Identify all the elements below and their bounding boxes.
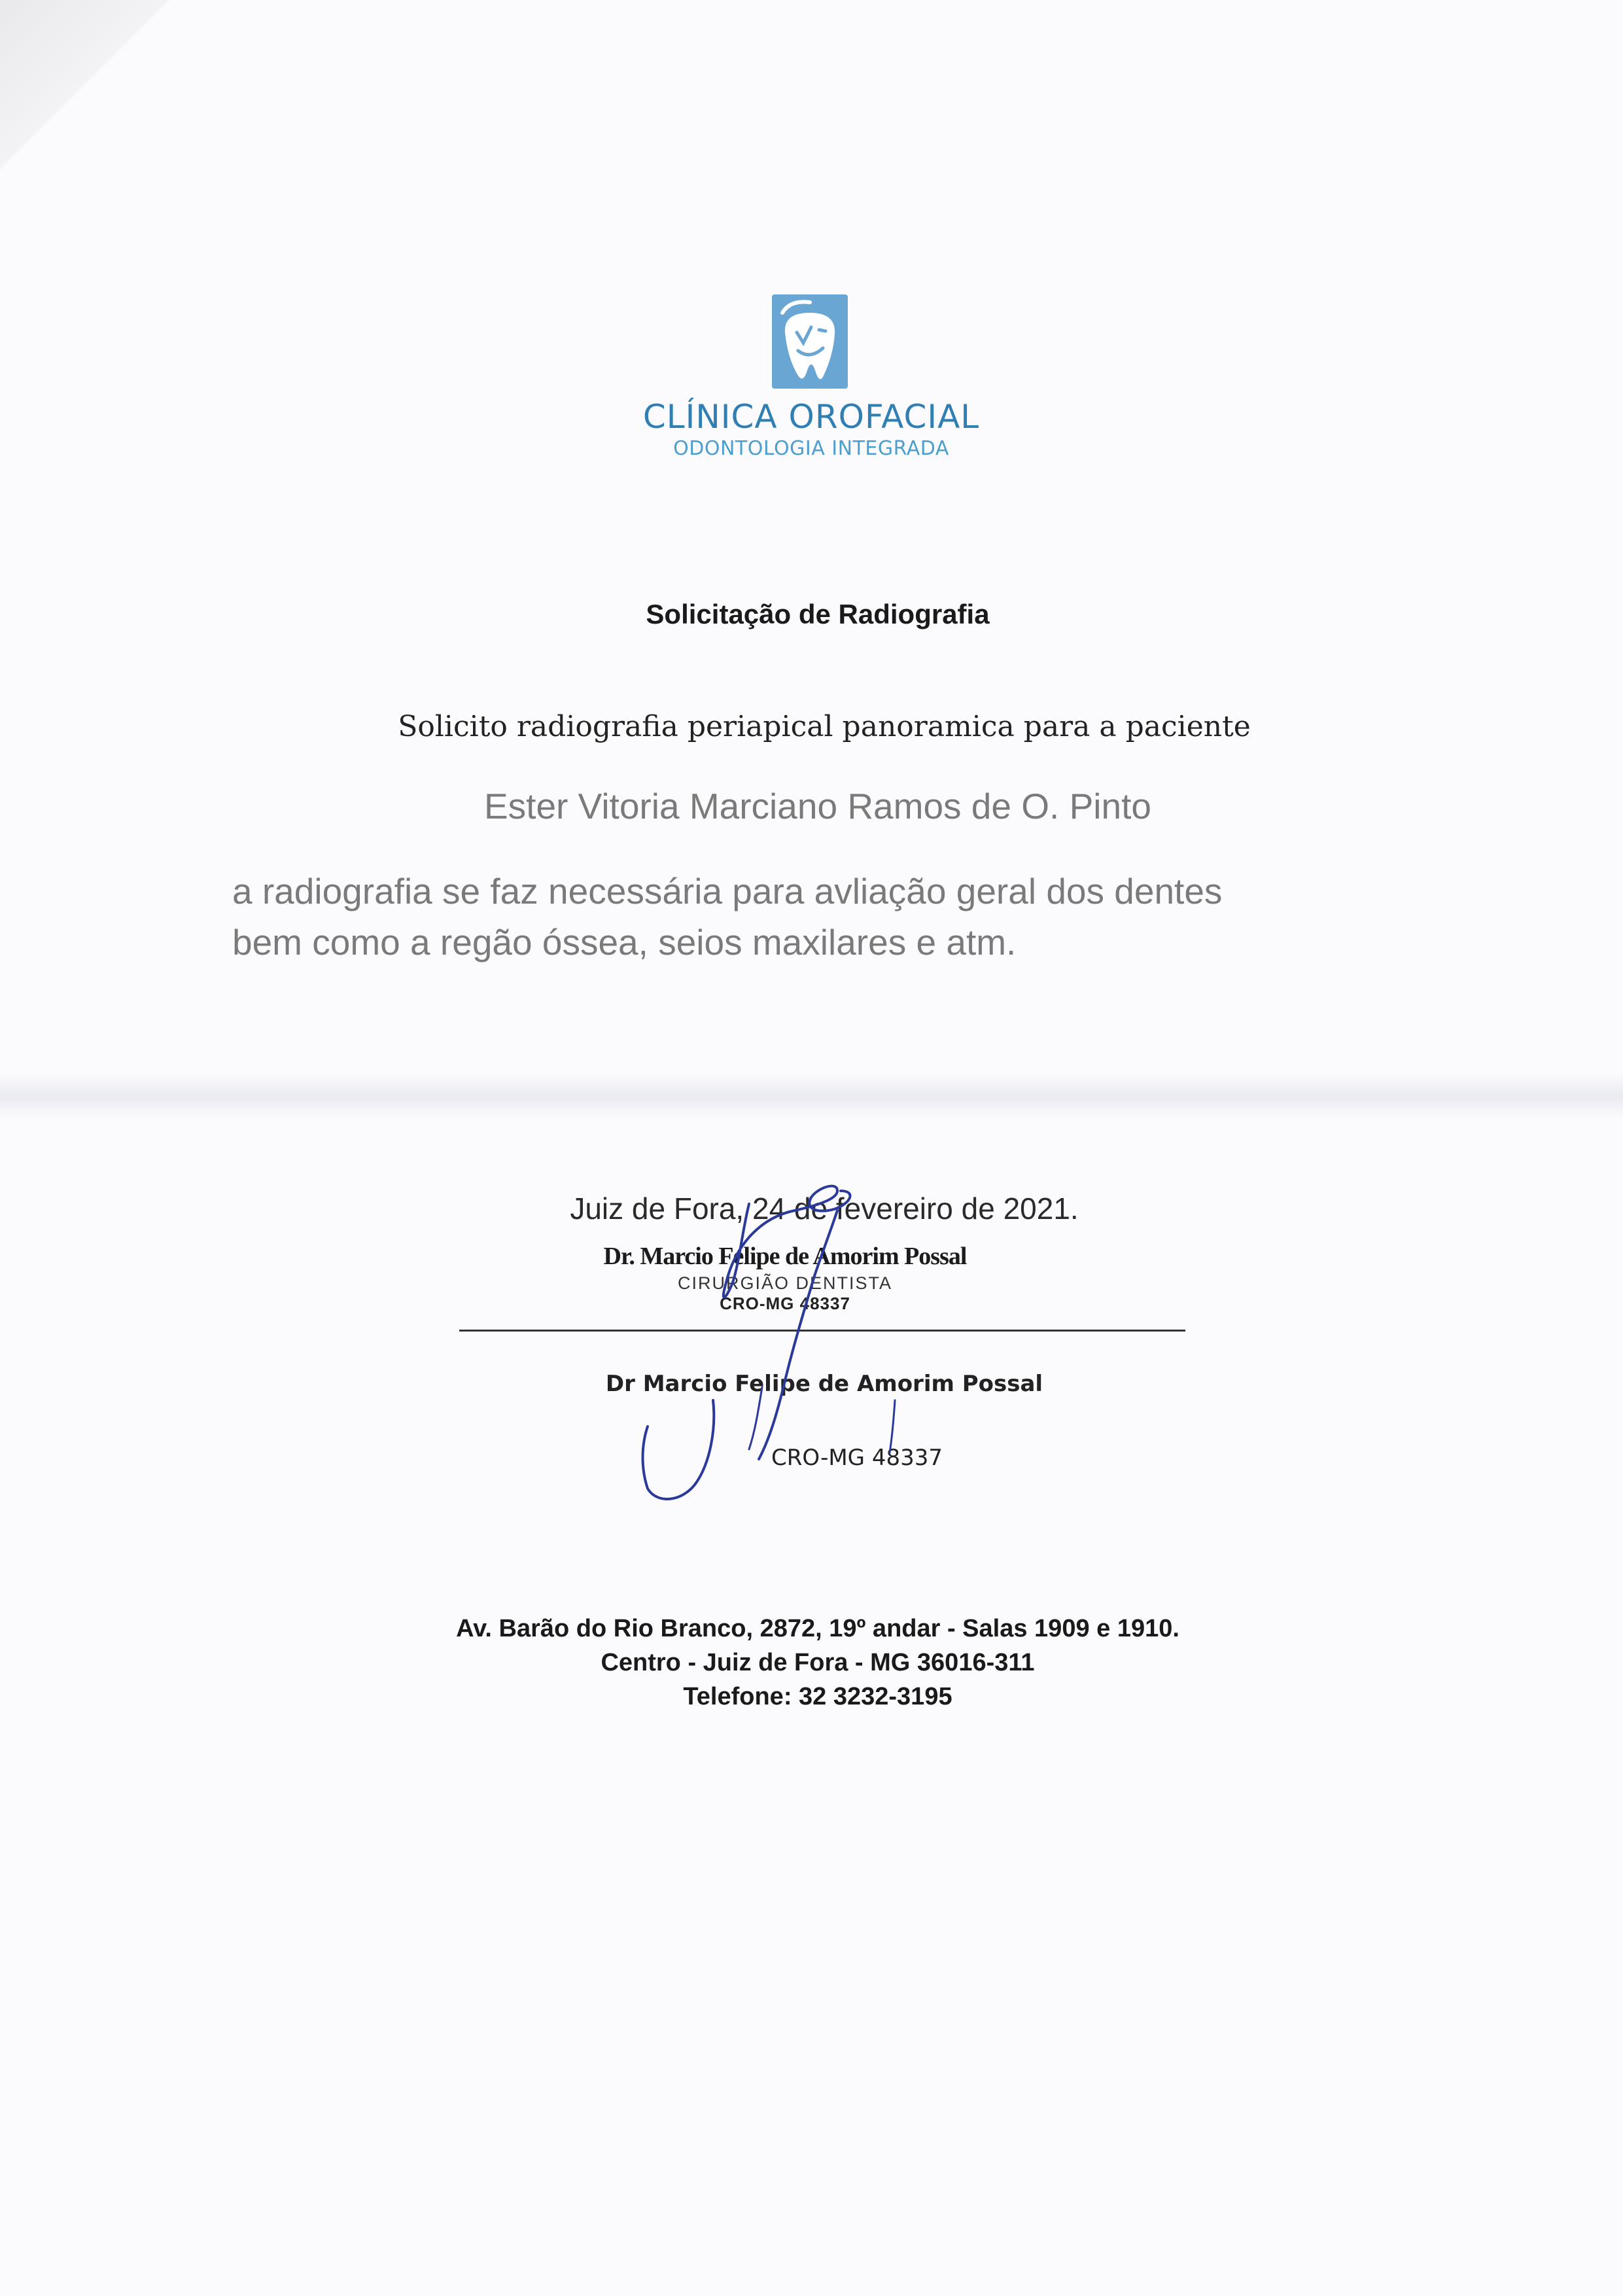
request-intro: Solicito radiografia periapical panoramica para a paciente (398, 710, 1251, 743)
patient-name: Ester Vitoria Marciano Ramos de O. Pinto (484, 786, 1151, 826)
tooth-face-logo-icon (771, 293, 849, 390)
scan-fold-band (0, 1073, 1623, 1119)
clinic-name: CLÍNICA OROFACIAL (642, 398, 980, 436)
stamp-name: Dr. Marcio Felipe de Amorim Possal (603, 1243, 967, 1270)
date-line: Juiz de Fora, 24 de fevereiro de 2021. (570, 1192, 1079, 1226)
page-corner-fold (0, 0, 196, 177)
clinic-subtitle: ODONTOLOGIA INTEGRADA (673, 437, 949, 460)
doctor-cro: CRO-MG 48337 (771, 1445, 943, 1471)
justification-line-1: a radiografia se faz necessária para avliação geral dos dentes (232, 871, 1223, 911)
address-line-2: Centro - Juiz de Fora - MG 36016-311 (601, 1649, 1035, 1676)
phone-line: Telefone: 32 3232-3195 (683, 1683, 952, 1710)
stamp-cro: CRO-MG 48337 (720, 1294, 850, 1313)
document-title: Solicitação de Radiografia (646, 599, 990, 629)
address-line-1: Av. Barão do Rio Branco, 2872, 19º andar - Salas 1909 e 1910. (456, 1615, 1179, 1642)
justification-line-2: bem como a regão óssea, seios maxilares e atm. (232, 922, 1017, 963)
handwritten-signature (621, 1171, 1014, 1525)
doctor-name: Dr Marcio Felipe de Amorim Possal (605, 1371, 1043, 1397)
stamp-role: CIRURGIÃO DENTISTA (677, 1273, 893, 1293)
